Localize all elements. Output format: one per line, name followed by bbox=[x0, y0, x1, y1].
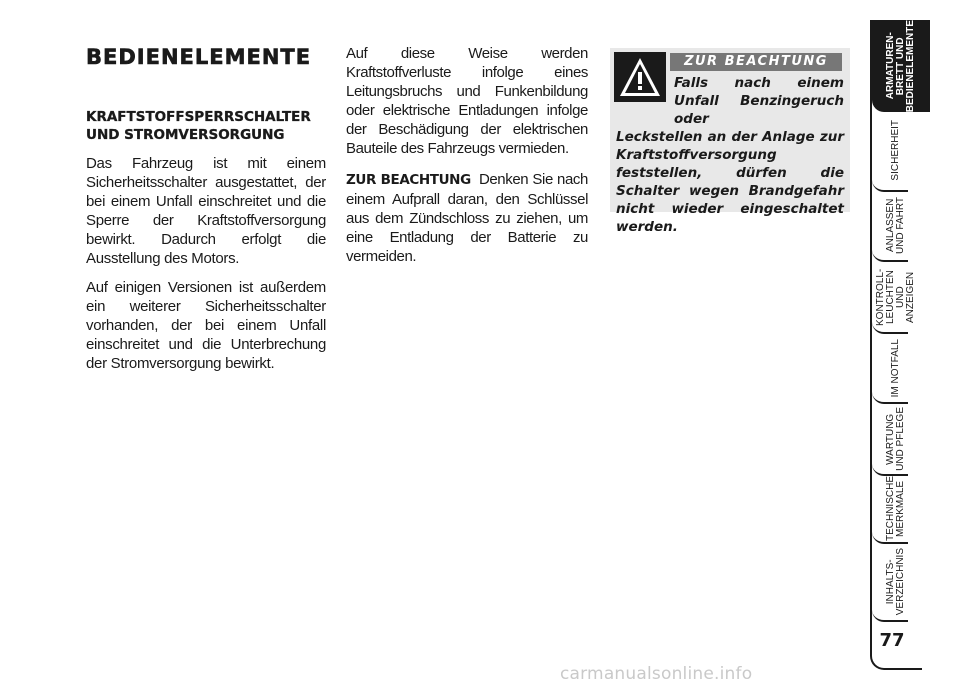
section-heading: KRAFTSTOFFSPERRSCHALTER UND STROMVERSORGUNG bbox=[86, 109, 311, 143]
warning-header: ZUR BEACHTUNG bbox=[670, 53, 842, 71]
tab-divider bbox=[872, 322, 908, 334]
tab-label: ANLASSEN UND FAHRT bbox=[885, 197, 906, 255]
tab-divider bbox=[872, 392, 908, 404]
tab-1[interactable] bbox=[870, 110, 922, 190]
note-paragraph bbox=[346, 170, 588, 266]
note-label: ZUR BEACHTUNG bbox=[346, 172, 471, 188]
note-text: Denken Sie nach einem Aufprall daran, den Schlüssel aus dem Zündschloss zu ziehen, um eine Entladung der Batterie zu vermeiden. bbox=[346, 171, 588, 265]
warning-box bbox=[610, 48, 850, 235]
middle-column bbox=[346, 44, 588, 278]
chapter-tabs bbox=[870, 0, 960, 692]
tab-label: TECHNISCHE MERKMALE bbox=[885, 476, 906, 542]
warning-text-rest: Leckstellen an der Anlage zur Kraftstoffversorgung feststellen, dürfen die Schalter wegen Brandgefahr nicht wieder eingeschaltet werden. bbox=[616, 129, 844, 235]
tab-divider bbox=[872, 464, 908, 476]
page-title: BEDIENELEMENTE bbox=[86, 45, 312, 69]
body-paragraph-3: Auf diese Weise werden Kraftstoffverluste infolge eines Leitungsbruchs und Funkenbildung oder elektrische Entladungen infolge der Beschädigung der elektrischen Bauteile des Fahrzeugs vermieden. bbox=[346, 45, 588, 157]
tab-label: INHALTS- VERZEICHNIS bbox=[885, 548, 906, 616]
tab-label: KONTROLL- LEUCHTEN UND ANZEIGEN bbox=[875, 268, 916, 326]
tab-0[interactable] bbox=[872, 20, 930, 112]
tab-divider bbox=[872, 532, 908, 544]
tab-label: SICHERHEIT bbox=[890, 119, 901, 181]
tab-label: WARTUNG UND PFLEGE bbox=[885, 407, 906, 471]
warning-text bbox=[616, 74, 844, 236]
watermark: carmanualsonline.info bbox=[560, 664, 753, 684]
body-paragraph-2: Auf einigen Versionen ist außerdem ein weiterer Sicherheitsschalter vorhanden, der bei einem Unfall einschreitet und die Unterbrechung der Stromversorgung bewirkt. bbox=[86, 279, 326, 372]
tab-divider bbox=[872, 250, 908, 262]
tab-label: ARMATUREN- BRETT UND BEDIENELEMENTE bbox=[885, 19, 916, 113]
warning-text-first: Falls nach einem Unfall Benzingeruch oder bbox=[674, 75, 844, 127]
page-number: 77 bbox=[879, 630, 905, 651]
body-paragraph-1: Das Fahrzeug ist mit einem Sicherheitsschalter ausgestattet, der bei einem Unfall einschreitet und die Sperre der Kraftstoffversorgung bewirkt. Dadurch erfolgt die Ausstellung des Motors. bbox=[86, 155, 326, 267]
tab-7[interactable] bbox=[870, 544, 922, 620]
left-column bbox=[86, 44, 326, 383]
tab-divider bbox=[872, 180, 908, 192]
tab-label: IM NOTFALL bbox=[890, 338, 901, 398]
